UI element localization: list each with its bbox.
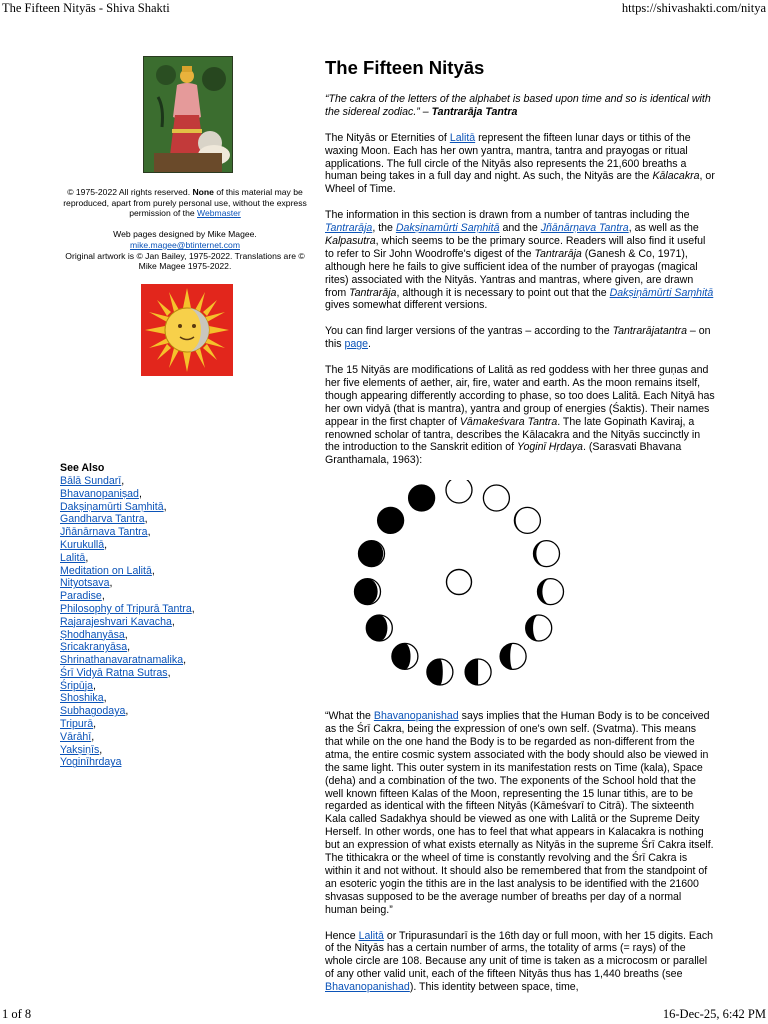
see-also-link[interactable]: Śrī Vidyā Ratna Sutras [60,666,168,679]
see-also-link[interactable]: Kurukullā [60,538,105,551]
see-also-item: Kurukullā, [60,538,108,551]
see-also-link[interactable]: Rajarajeshvari Kavacha [60,615,172,628]
print-header [0,0,768,18]
see-also-heading: See Also [60,462,105,475]
artwork-credit: Original artwork is © Jan Bailey, 1975-2022. Translations are © Mike Magee 1975-2022. [65,250,305,272]
see-also-link[interactable]: Dakṣiṇamūrti Saṃhitā [60,500,164,513]
moon-phase-icon [465,659,491,685]
text: , as well as the [628,222,699,235]
print-header-title: The Fifteen Nityās - Shiva Shakti [2,1,170,15]
sun-moon-artwork-image [141,284,233,376]
text-italic: Kalpasutra [325,234,376,247]
copyright-none: None [192,187,214,197]
epigraph-quote [325,93,715,119]
webmaster-link[interactable]: Webmaster [197,208,241,219]
copyright-notice [58,187,312,219]
see-also-list [60,475,310,769]
see-also-link[interactable]: Meditation on Lalitā [60,564,152,577]
text: , which seems to be the primary source. Readers will also find it useful to refer to Sir John Woodroffe's digest of the [325,234,706,260]
text: , the [372,222,396,235]
see-also-link[interactable]: Tripurā [60,718,94,731]
page-link[interactable]: page [344,338,369,351]
see-also-item: Vārāhī, [60,730,95,743]
text: You can find larger versions of the yantras – according to the [325,325,613,338]
bhavanopanishad-link-2[interactable]: Bhavanopanishad [325,981,410,994]
see-also-link[interactable]: Paradise [60,590,102,603]
moon-phase-icon [427,659,453,685]
see-also-item: Śripūja, [60,679,96,692]
text: and the [499,222,541,235]
see-also-link[interactable]: Lalitā [60,551,86,564]
krishna-artwork-image [143,56,233,173]
quote-source: Tantrarāja Tantra [431,105,518,118]
see-also-link[interactable]: Vārāhī [60,730,92,743]
text-italic: Kālacakra [652,170,700,183]
lalita-link[interactable]: Lalitā [449,131,476,144]
text: The 15 Nityās are modifications of Lalitā as red goddess with her three guṇas and her five elements of aether, air, fire, water and earth. As the moon remains itself, though appearing differently according to phase, so too does Lalitā. Each Nityā has her own vidyā (that is mantra), yantra and group of energies (Śaktis). Their names appear in the first chapter of [325,363,715,428]
moon-phase-icon [446,480,472,503]
see-also-item: Bhavanopaniṣad, [60,487,142,500]
text: (Ganesh & Co, 1971), although here he fails to give sufficient idea of the number of prayogas (magical rites) associated with the Nityās. Yantras and mantras, where given, are drawn from [325,247,698,299]
text: says implies that the Human Body is to be conceived as the Śrī Cakra, being the expression of one's own self. (Svatma). This means that while on the one hand the Body is to be regarded as non-different from the atma, the entire cosmic system associated with the body should also be viewed in the same light. This outer system in its manifestation rests on Time (kala), Space (deha) and a combination of the two. The exponents of the School hold that the well known fifteen Kalas of the Moon, representing the 15 lunar tithis, are to be regarded as identical with the fifteen Nityās (Kāmeśvarī to Citrā). The sixteenth Kala called Sadakhya should be viewed as one with Lalitā or the Supreme Deity Herself. In other words, one has to feel that what appears in Kalacakra is nothing but an expression of what exists eternally as Nityās in the supreme Śrī Cakra itself. The tithicakra or the wheel of time is constantly revolving and the Śrī Cakra is within it and not without. It should also be remembered that from the standpoint of an esoteric yogin the tithis are in the last analysis to be identified with the 21600 shvasas supposed to be the average number of breaths per day of a normal human being.” [325,710,714,916]
see-also-link[interactable]: Philosophy of Tripurā Tantra [60,602,192,615]
text-italic: Yoginī Hṛdaya [516,441,583,454]
lalita-link-2[interactable]: Lalitā [358,929,384,942]
see-also-item [60,756,310,769]
moon-phase-icon [534,541,560,567]
see-also-link[interactable]: Bhavanopaniṣad [60,487,139,500]
daksinamurti-link-2[interactable]: Dakṣiṇāmūrti Saṃhitā [609,286,714,299]
see-also-link[interactable]: Yoginīhṛdaya [60,756,122,769]
moon-phase-icon [359,541,385,567]
see-also-link[interactable]: Subhagodaya [60,705,126,718]
text: Hence [325,929,359,942]
moon-phase-icon [483,485,509,511]
see-also-link[interactable]: Gandharva Tantra [60,513,145,526]
see-also-item: Rajarajeshvari Kavacha, [60,615,175,628]
email-link[interactable]: mike.magee@btinternet.com [130,239,240,250]
tantraraja-link[interactable]: Tantrarāja [325,222,373,235]
designed-by: Web pages designed by Mike Magee. [113,229,257,240]
copyright-prefix: © 1975-2022 All rights reserved. [67,187,193,197]
see-also-item: Ṣhodhanyāsa, [60,628,128,641]
see-also-link[interactable]: Jñānārṇava Tantra [60,526,148,539]
moon-phases-diagram [347,480,587,700]
jnanarnava-link[interactable]: Jñānārṇava Tantra [540,222,629,235]
text: . [368,338,371,351]
see-also-item: Yakṣiṇīs, [60,743,103,756]
text-italic: Tantrarāja [534,247,582,260]
text: . (Sarasvati Bhavana Granthamala, 1963): [325,441,682,467]
print-datetime: 16-Dec-25, 6:42 PM [662,1007,766,1021]
text: The Nityās or Eternities of [325,131,450,144]
text: The information in this section is drawn from a number of tantras including the [325,209,690,222]
see-also-link[interactable]: Ṣricakranyāsa [60,641,128,654]
paragraph-sources [325,209,715,312]
see-also-item: Jñānārṇava Tantra, [60,526,151,539]
see-also [60,462,310,769]
text: , although it is necessary to point out that the [396,286,610,299]
print-footer [0,1006,768,1024]
see-also-link[interactable]: Ṣhodhanyāsa [60,628,125,641]
moon-phase-icon [355,579,381,605]
paragraph-kaviraj-quote [325,710,715,917]
moon-phases-svg [347,480,587,700]
see-also-item: Nityotsava, [60,577,113,590]
see-also-link[interactable]: Śripūja [60,679,93,692]
moon-phase-icon [500,644,526,670]
see-also-item: Gandharva Tantra, [60,513,148,526]
see-also-item: Shoshika, [60,692,107,705]
see-also-item: Dakṣiṇamūrti Saṃhitā, [60,500,167,513]
text: , or Wheel of Time. [325,170,715,196]
see-also-item: Ṣricakranyāsa, [60,641,131,654]
see-also-item: Śrī Vidyā Ratna Sutras, [60,666,171,679]
daksinamurti-link[interactable]: Dakṣinamūrti Saṃhitā [395,222,500,235]
sidebar [60,52,310,769]
text: or Tripurasundarī is the 16th day or full moon, with her 15 digits. Each of the Nityās has a certain number of arms, the totality of arms (= rays) of the whole circle are 108. Because any unit of time is taken as a microcosm or parallel of any other valid unit, each of the fifteen Nityās thus has 1,440 breaths (see [325,929,714,981]
text-italic: Tantrarāja [349,286,397,299]
text: . The late Gopinath Kaviraj, a renowned scholar of tantra, describes the Kālacakra and the Nityās succinctly in the introduction to the Sanskrit edition of [325,415,701,454]
see-also-item: Tripurā, [60,718,97,731]
moon-phase-icon [538,579,564,605]
page-number: 1 of 8 [2,1007,32,1021]
moon-phase-icon [409,485,435,511]
see-also-item: Lalitā, [60,551,89,564]
paragraph-tripurasundari [325,930,715,995]
main-content [325,56,715,1007]
moon-phase-icon [378,508,404,534]
bhavanopanishad-link[interactable]: Bhavanopanishad [373,710,459,723]
see-also-item: Paradise, [60,590,105,603]
see-also-link[interactable]: Shoshika [60,692,104,705]
page-title: The Fifteen Nityās [325,57,485,78]
see-also-link[interactable]: Bālā Sundarī [60,474,122,487]
moon-phase-icon [514,508,540,534]
paragraph-modifications [325,364,715,467]
text: represent the fifteen lunar days or tithis of the waxing Moon. Each has her own yantra, mantra, tantra and prayogas or ritual applications. The full circle of the Nityās also represents the 21,600 breaths a human being takes in a full day and night. As such, the Nityās are the [325,131,691,183]
see-also-link[interactable]: Shrinathanavaratnamalika [60,654,184,667]
text-italic: Vāmakeśvara Tantra [459,415,558,428]
moon-phase-icon [526,615,552,641]
quote-text: “The cakra of the letters of the alphabet is based upon time and so is identical with the sidereal zodiac.” – [325,93,711,118]
see-also-item: Philosophy of Tripurā Tantra, [60,602,195,615]
full-moon-icon [447,570,472,595]
text: – on this [325,325,711,351]
see-also-item: Subhagodaya, [60,705,129,718]
text: “What the [325,710,374,723]
text: gives somewhat different versions. [325,299,488,312]
copyright-body: of this material may be reproduced, apart from purely personal use, without the express permission of the [63,187,307,219]
text-italic: Tantrarājatantra [612,325,687,338]
see-also-link[interactable]: Nityotsava [60,577,110,590]
see-also-item: Meditation on Lalitā, [60,564,155,577]
print-header-url: https://shivashakti.com/nitya [621,1,766,15]
credits [58,187,312,272]
paragraph-intro [325,132,715,197]
see-also-item: Shrinathanavaratnamalika, [60,654,187,667]
paragraph-yantras [325,325,715,351]
see-also-item: Bālā Sundarī, [60,474,125,487]
text: ). This identity between space, time, [409,981,579,994]
see-also-link[interactable]: Yakṣiṇīs [60,743,100,756]
moon-phase-icon [392,644,418,670]
moon-phase-icon [366,615,392,641]
